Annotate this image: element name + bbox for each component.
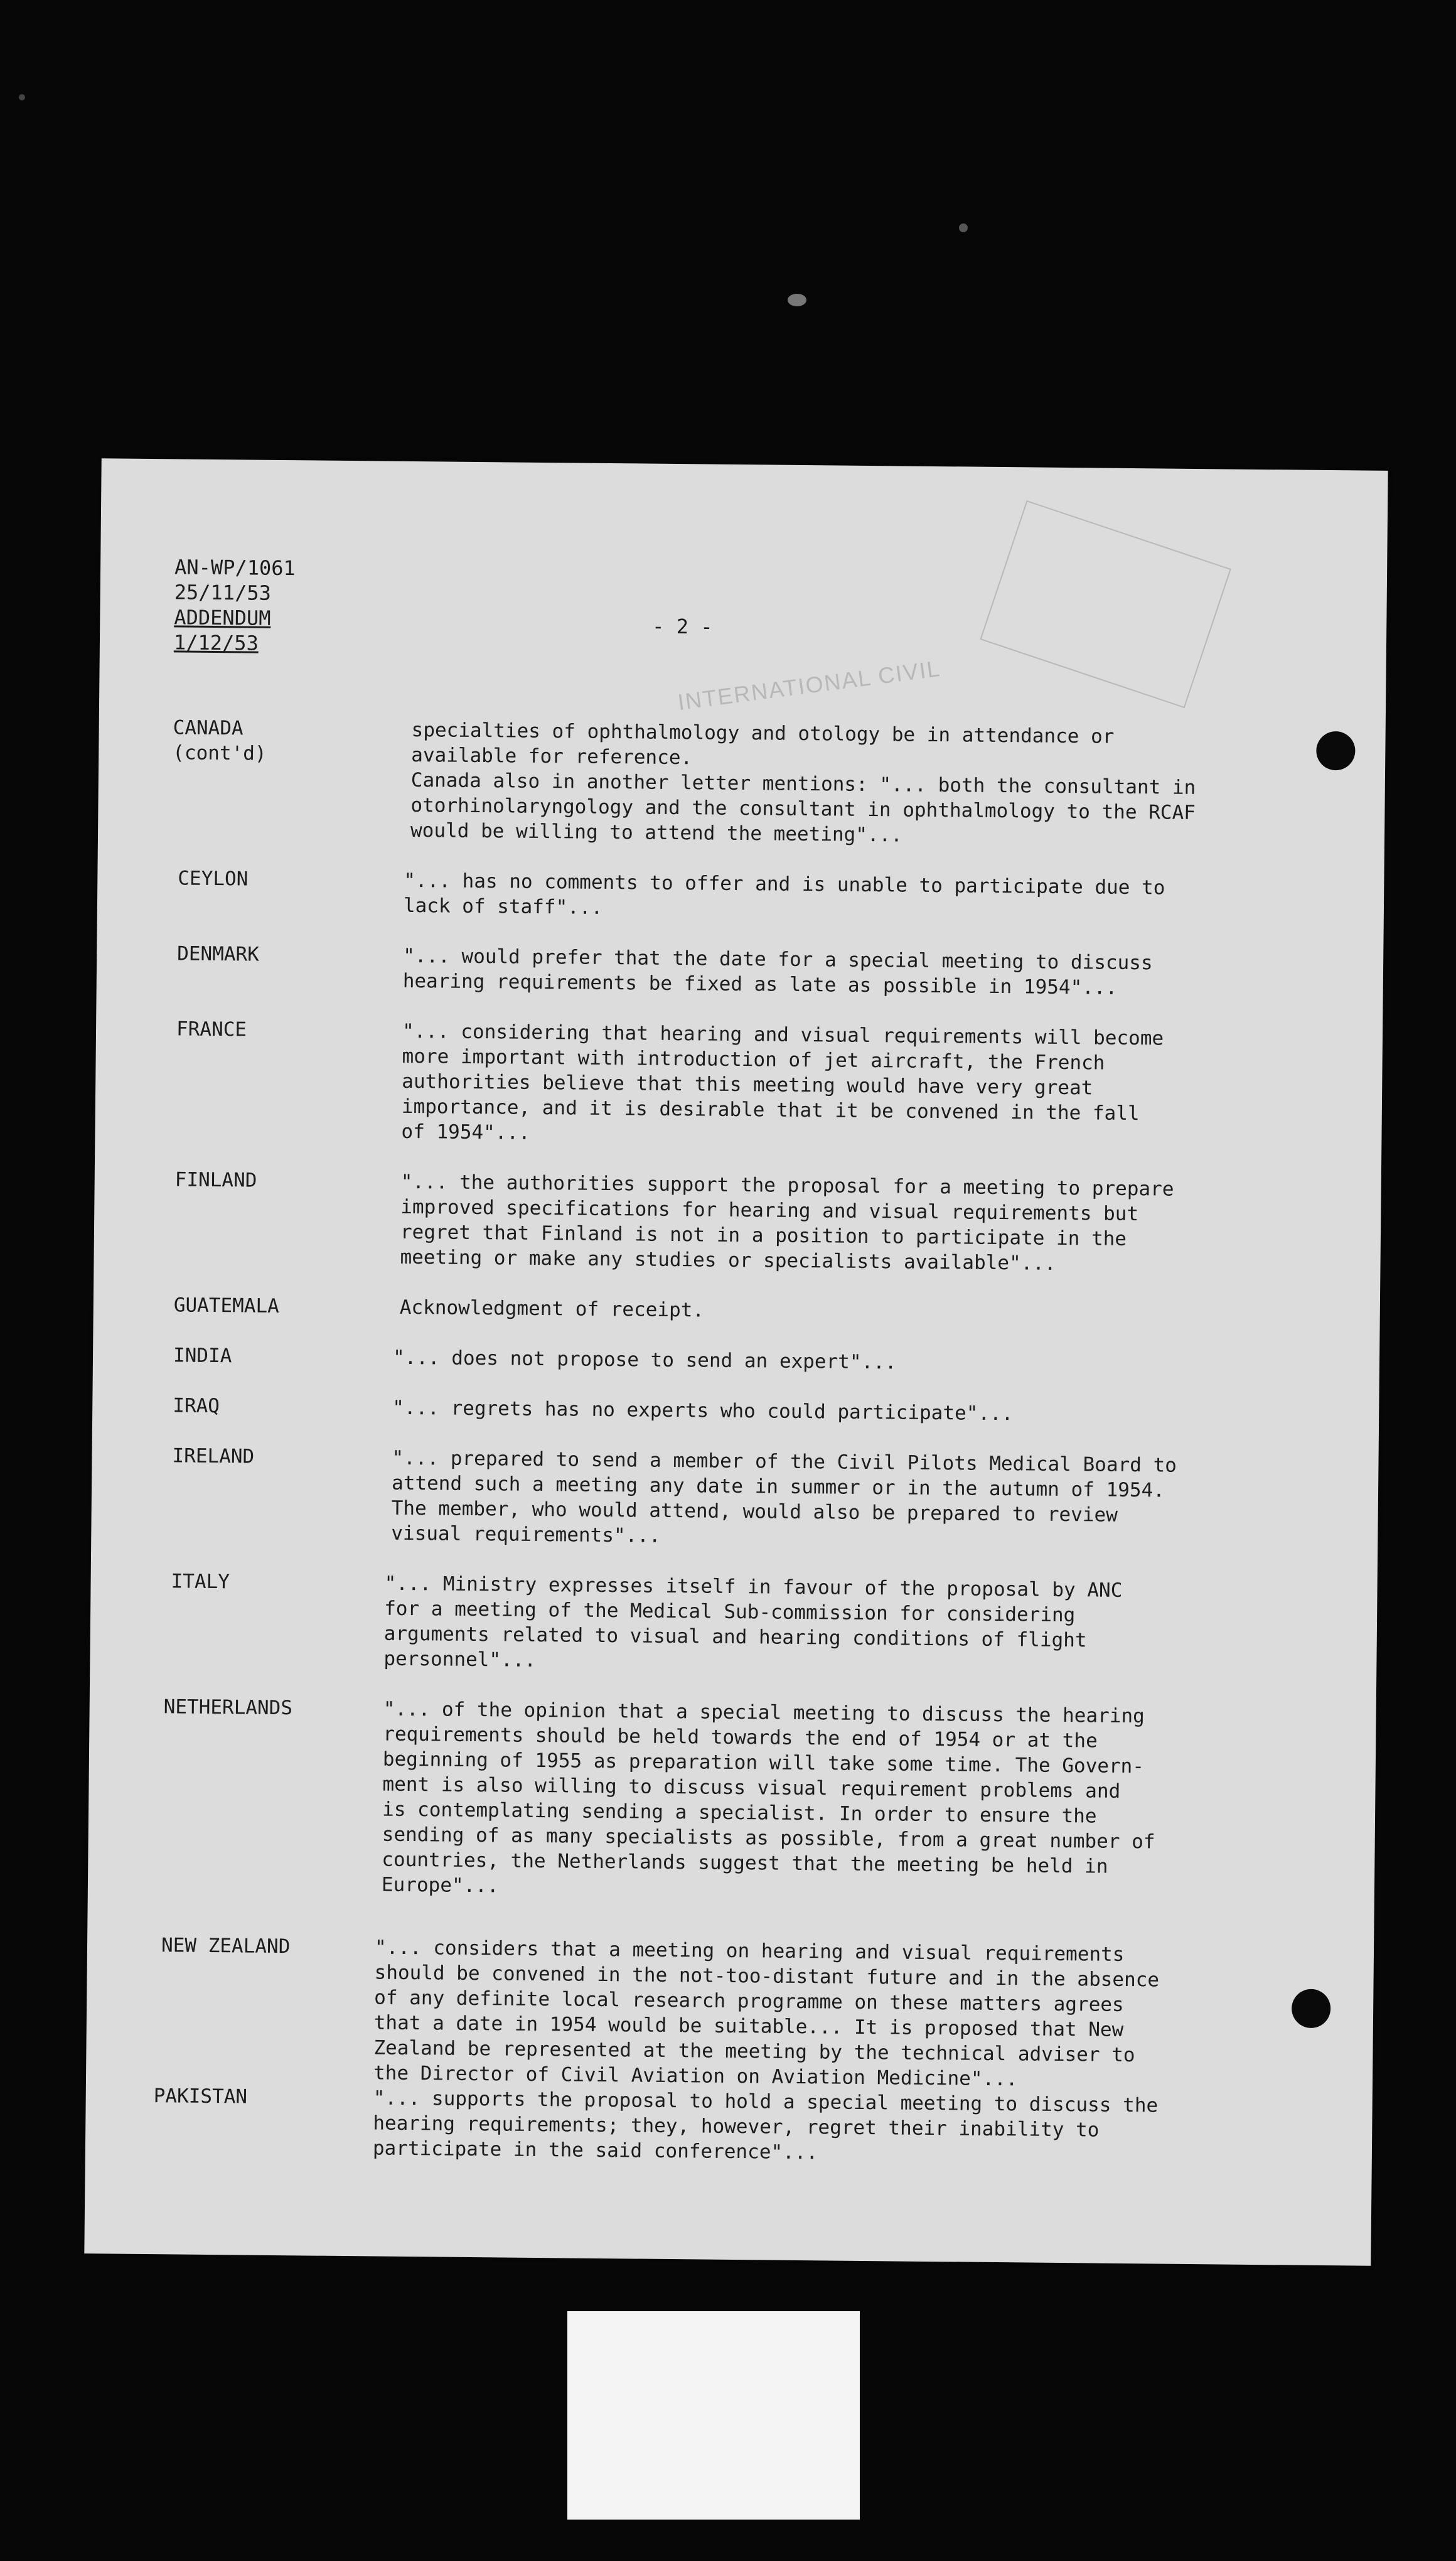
- response-line: of 1954"...: [401, 1120, 530, 1144]
- response-line: Acknowledgment of receipt.: [399, 1296, 705, 1322]
- country-entry: [90, 1694, 1376, 1898]
- country-name-line: ITALY: [171, 1570, 230, 1594]
- response-line: requirements should be held towards the end of 1954 or at the: [383, 1722, 1098, 1753]
- country-entry: [95, 1166, 1381, 1275]
- addendum-date: 1/12/53: [173, 630, 259, 655]
- response-line: improved specifications for hearing and visual requirements but: [400, 1195, 1139, 1226]
- country-name: [163, 1694, 292, 1721]
- country-entry: [97, 940, 1383, 999]
- response-text: [373, 2086, 1159, 2169]
- country-name: [173, 1343, 232, 1368]
- response-text: [383, 1571, 1122, 1678]
- dust-speck: [788, 294, 806, 306]
- response-line: "... considers that a meeting on hearing and visual requirements: [374, 1936, 1125, 1966]
- document-header: [174, 554, 296, 656]
- response-line: specialties of ophthalmology and otology be in attendance or: [411, 718, 1115, 748]
- response-line: meeting or make any studies or specialists available"...: [400, 1245, 1056, 1275]
- response-line: for a meeting of the Medical Sub-commission for considering: [384, 1597, 1076, 1627]
- country-entry: [96, 1016, 1383, 1144]
- response-line: more important with introduction of jet aircraft, the French: [402, 1044, 1105, 1075]
- country-name-line: CANADA: [173, 716, 244, 740]
- country-name-line: FRANCE: [176, 1017, 247, 1041]
- response-line: Canada also in another letter mentions: "... both the consultant in: [410, 768, 1196, 799]
- country-name: [176, 1016, 247, 1042]
- country-name-line: INDIA: [173, 1344, 232, 1368]
- response-line: hearing requirements; they, however, regret their inability to: [373, 2112, 1100, 2142]
- country-name-line: IRAQ: [173, 1394, 220, 1418]
- response-line: attend such a meeting any date in summer or in the autumn of 1954.: [391, 1471, 1165, 1502]
- country-name: [161, 1933, 291, 1959]
- country-entry: [93, 1342, 1379, 1374]
- response-text: [404, 868, 1165, 926]
- response-line: is contemplating sending a specialist. In order to ensure the: [382, 1798, 1097, 1828]
- document-page: [84, 458, 1388, 2266]
- response-line: participate in the said conference"...: [372, 2137, 818, 2164]
- country-name-line: NETHERLANDS: [163, 1695, 293, 1720]
- country-entry: [87, 1932, 1374, 2091]
- punch-hole: [1292, 1989, 1331, 2029]
- country-entry: [91, 1568, 1378, 1672]
- response-line: "... prepared to send a member of the Civil Pilots Medical Board to: [392, 1446, 1177, 1477]
- response-line: "... considering that hearing and visual requirements will become: [402, 1019, 1164, 1050]
- country-name-line: DENMARK: [177, 942, 260, 966]
- country-name: [178, 866, 248, 891]
- country-name-line: GUATEMALA: [173, 1294, 279, 1318]
- country-entry: [98, 865, 1384, 919]
- response-line: importance, and it is desirable that it be convened in the fall: [401, 1095, 1140, 1125]
- response-line: otorhinolaryngology and the consultant in ophthalmology to the RCAF: [410, 793, 1196, 824]
- response-line: countries, the Netherlands suggest that the meeting be held in: [382, 1848, 1108, 1878]
- response-line: lack of staff"...: [403, 894, 603, 919]
- response-text: [400, 1169, 1174, 1277]
- country-name: [154, 2083, 248, 2109]
- response-line: "... regrets has no experts who could participate"...: [392, 1396, 1014, 1425]
- country-entry: [99, 714, 1386, 847]
- response-line: The member, who would attend, would also be prepared to review: [391, 1496, 1118, 1527]
- response-line: sending of as many specialists as possible, from a great number of: [382, 1823, 1155, 1854]
- response-text: [392, 1395, 1014, 1426]
- country-name-line: IRELAND: [172, 1444, 255, 1468]
- country-name-line: NEW ZEALAND: [161, 1934, 291, 1958]
- country-entry: [92, 1392, 1379, 1425]
- response-line: the Director of Civil Aviation on Aviation Medicine"...: [373, 2061, 1018, 2091]
- country-name-line: FINLAND: [174, 1168, 257, 1192]
- country-name-line: PAKISTAN: [153, 2085, 248, 2108]
- response-text: [382, 1697, 1157, 1905]
- country-name: [174, 1292, 279, 1319]
- country-entry: [92, 1442, 1379, 1547]
- response-line: "... the authorities support the proposal for a meeting to prepare: [400, 1170, 1174, 1201]
- country-name: [175, 1167, 257, 1193]
- response-line: of any definite local research programme on these matters agrees: [374, 1986, 1124, 2016]
- response-line: Zealand be represented at the meeting by the technical adviser to: [373, 2036, 1135, 2067]
- document-reference: AN-WP/1061: [174, 555, 296, 581]
- response-line: arguments related to visual and hearing conditions of flight: [383, 1622, 1087, 1652]
- response-line: should be convened in the not-too-distant future and in the absence: [374, 1961, 1160, 1992]
- country-name: [173, 715, 267, 766]
- page-number: - 2 -: [652, 614, 713, 639]
- country-name: [173, 1393, 220, 1419]
- response-line: regret that Finland is not in a position to participate in the: [400, 1220, 1127, 1250]
- country-name: [171, 1569, 230, 1594]
- response-text: [393, 1345, 897, 1375]
- dust-speck: [959, 223, 968, 232]
- response-line: available for reference.: [411, 743, 693, 770]
- response-text: [373, 1935, 1160, 2093]
- country-name-line: CEYLON: [178, 867, 249, 891]
- country-name: [177, 941, 259, 967]
- response-line: "... supports the proposal to hold a special meeting to discuss the: [373, 2086, 1159, 2117]
- addendum-label: ADDENDUM: [174, 605, 271, 630]
- dust-speck: [19, 94, 25, 100]
- response-line: personnel"...: [383, 1647, 537, 1672]
- response-line: "... of the opinion that a special meeting to discuss the hearing: [383, 1697, 1145, 1728]
- response-text: [400, 1295, 705, 1323]
- country-entry: [94, 1292, 1380, 1322]
- received-stamp: [980, 500, 1231, 708]
- mounting-tape: [567, 2311, 860, 2520]
- response-text: [401, 1019, 1164, 1152]
- response-text: [403, 943, 1153, 1001]
- stamp-watermark: INTERNATIONAL CIVIL: [676, 655, 943, 716]
- punch-hole: [1316, 731, 1356, 771]
- response-line: "... would prefer that the date for a special meeting to discuss: [403, 944, 1153, 975]
- response-line: hearing requirements be fixed as late as possible in 1954"...: [402, 969, 1118, 999]
- response-text: [391, 1446, 1177, 1554]
- response-line: Europe"...: [381, 1873, 499, 1898]
- response-line: ment is also willing to discuss visual requirement problems and: [382, 1773, 1121, 1803]
- response-text: [410, 717, 1196, 851]
- response-line: would be willing to attend the meeting"...: [410, 819, 903, 847]
- country-name: [172, 1443, 254, 1469]
- response-line: "... Ministry expresses itself in favour of the proposal by ANC: [384, 1572, 1123, 1602]
- document-date: 25/11/53: [174, 580, 272, 605]
- response-line: visual requirements"...: [391, 1522, 661, 1547]
- response-line: "... does not propose to send an expert"...: [392, 1346, 897, 1374]
- response-line: beginning of 1955 as preparation will take some time. The Govern-: [382, 1748, 1145, 1778]
- country-name-line: (cont'd): [173, 741, 267, 765]
- response-line: that a date in 1954 would be suitable... It is proposed that New: [373, 2011, 1124, 2041]
- response-line: "... has no comments to offer and is unable to participate due to: [404, 869, 1165, 899]
- response-line: authorities believe that this meeting would have very great: [402, 1070, 1093, 1100]
